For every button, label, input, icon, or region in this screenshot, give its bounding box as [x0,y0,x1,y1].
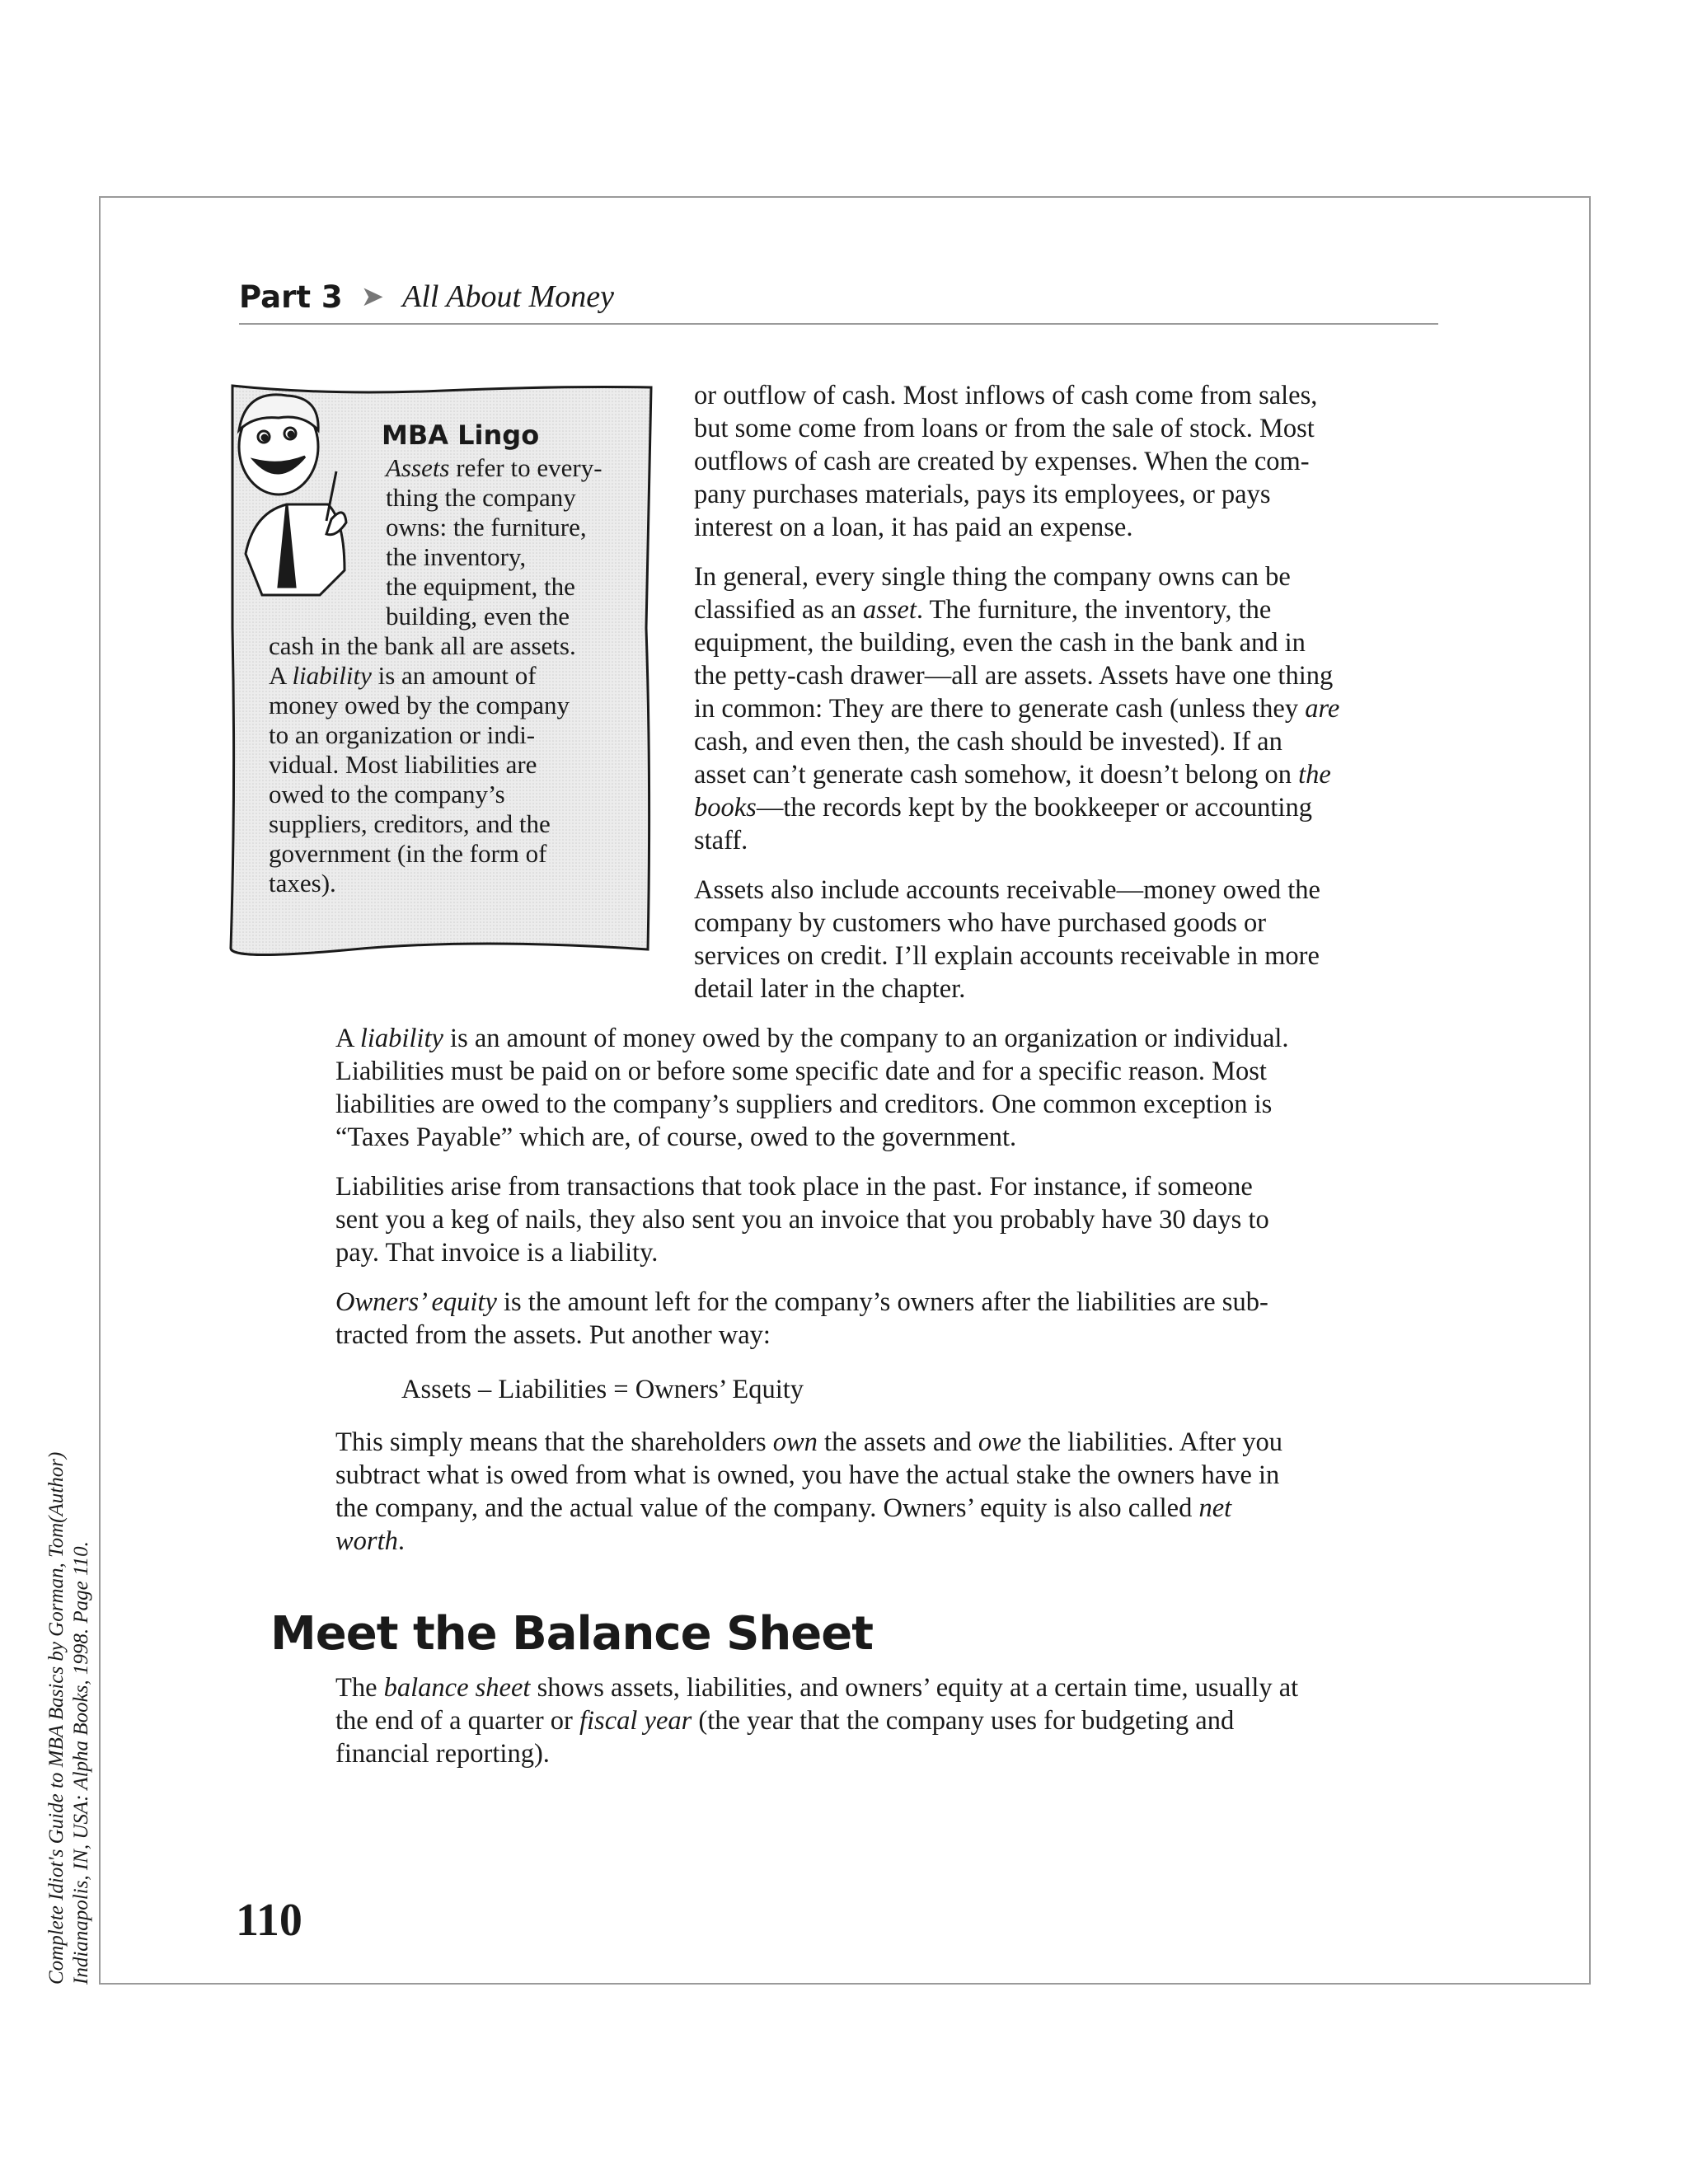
italic-term: liability [359,1024,443,1053]
sidebar-rest: cash in the bank all are assets. A liability is an amount of money owed by the company to an organization or indi- vidual. Most liabilities are owed to the company’s suppliers, creditors, and the government (in the form of taxes). [269,631,576,898]
italic-term: own [772,1427,818,1457]
italic-term: owe [978,1427,1022,1457]
paragraph: or outflow of cash. Most inflows of cash come from sales, but some come from loans or from the sale of stock. Most outflows of cash are created by expenses. When the com- pany purchases materials, pays its employees, or pays interest on a loan, it has paid an expense. [694,381,1318,542]
sidebar-text [269,420,623,898]
body-text [335,1022,1440,1368]
italic-term: balance sheet [383,1673,531,1703]
italic-term: the [1298,760,1331,790]
page-number: 110 [236,1895,302,1946]
sidebar-title: MBA Lingo [382,419,540,451]
italic-term: Assets [386,453,450,482]
citation [45,1375,94,1985]
italic-term: fiscal year [579,1706,692,1736]
paragraph: This simply means that the shareholders own the assets and owe the liabilities. After you subtract what is owed from what is owned, you have the actual stake the owners have in the company, and the actual value of the company. Owners’ equity is also called net worth. [335,1427,1283,1556]
running-head [239,270,1438,325]
paragraph: In general, every single thing the company owns can be classified as an asset. The furniture, the inventory, the equipment, the building, even the cash in the bank and in the petty-cash drawer—all are assets. Assets have one thing in common: They are there to generate cash (unless they are cash, and even then, the cash should be invested). If an asset can’t generate cash somehow, it doesn’t belong on the books—the records kept by the bookkeeper or accounting staff. [694,562,1340,855]
italic-term: net [1198,1493,1232,1523]
paragraph: A liability is an amount of money owed by the company to an organization or individual. Liabilities must be paid on or before some specific date and for a specific reason. Most liabilities are owed to the company’s suppliers and creditors. One common exception is “Taxes Payable” which are, of course, owed to the government. [335,1024,1289,1152]
chapter-title: All About Money [402,279,614,314]
equation: Assets – Liabilities = Owners’ Equity [401,1375,804,1404]
italic-term: Owners’ equity [335,1287,497,1317]
section-body: The balance sheet shows assets, liabilities, and owners’ equity at a certain time, usually at the end of a quarter or fiscal year (the year that the company uses for budgeting and financial reporting). [335,1673,1299,1769]
arrow-right-icon: ➤ [360,280,385,313]
italic-term: books [694,793,757,823]
body-text-2 [335,1426,1440,1574]
paragraph: Owners’ equity is the amount left for the company’s owners after the liabilities are sub- tracted from the assets. Put another way: [335,1287,1268,1350]
citation-line-1: Complete Idiot's Guide to MBA Basics by Gorman, Tom(Author) [45,1451,68,1985]
paragraph: Liabilities arise from transactions that took place in the past. For instance, if someone sent you a keg of nails, they also sent you an invoice that you probably have 30 days to pay. That invoice is a liability. [335,1172,1269,1268]
citation-line-2: Indianapolis, IN, USA: Alpha Books, 1998. Page 110. [70,1541,92,1985]
paragraph: Assets also include accounts receivable—money owed the company by customers who have purchased goods or services on credit. I’ll explain accounts receivable in more detail later in the chapter. [694,875,1320,1004]
italic-term: asset [862,595,917,625]
section-heading: Meet the Balance Sheet [270,1607,873,1661]
italic-term: are [1305,694,1340,724]
right-column [694,379,1436,1022]
sidebar-intro: Assets refer to every- thing the company owns: the furniture, the inventory, the equipment, the building, even the [386,453,603,630]
italic-term: worth [335,1526,398,1556]
part-label: Part 3 [239,279,343,315]
italic-term: liability [292,661,372,690]
